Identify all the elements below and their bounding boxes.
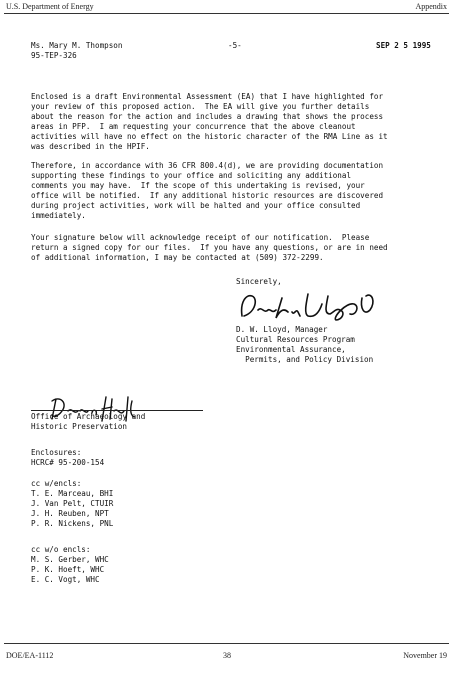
signer-program: Cultural Resources Program — [236, 335, 355, 344]
cc-recipient: P. R. Nickens, PNL — [31, 519, 114, 528]
text-line: your review of this proposed action. The EA will give you further details — [31, 102, 370, 111]
text-line: office will be notified. If any additional historic resources are discovered — [31, 191, 384, 200]
footer-page-number: 38 — [223, 651, 231, 660]
office-name-line2: Historic Preservation — [31, 422, 128, 431]
signer-block — [236, 325, 373, 365]
paragraph-signature-request — [31, 233, 443, 263]
paragraph-enclosed — [31, 92, 443, 152]
text-line: areas in PFP. I am requesting your concurrence that the above cleanout — [31, 122, 356, 131]
cc-recipient: E. C. Vogt, WHC — [31, 575, 100, 584]
footer-doc-id: DOE/EA-1112 — [6, 651, 54, 660]
cc-with-enclosures — [31, 479, 113, 529]
text-line: activities will have no effect on the historic character of the RMA Line as it — [31, 132, 388, 141]
cc-recipient: P. K. Hoeft, WHC — [31, 565, 105, 574]
cc-recipient: M. S. Gerber, WHC — [31, 555, 109, 564]
cc-without-enclosures — [31, 545, 109, 585]
text-line: Therefore, in accordance with 36 CFR 800.4(d), we are providing documentation — [31, 161, 384, 170]
signer-name: D. W. Lloyd, Manager — [236, 325, 328, 334]
text-line: supporting these findings to your office and soliciting any additional — [31, 171, 352, 180]
reference-number: 95-TEP-326 — [31, 51, 77, 60]
text-line: about the reason for the action and includes a drawing that shows the process — [31, 112, 384, 121]
paragraph-therefore — [31, 161, 443, 221]
signer-division-line1: Environmental Assurance, — [236, 345, 346, 354]
cc-recipient: T. E. Marceau, BHI — [31, 489, 114, 498]
closing-salutation: Sincerely, — [236, 277, 282, 286]
cc-heading: cc w/o encls: — [31, 545, 91, 554]
text-line: of additional information, I may be contacted at (509) 372-2299. — [31, 253, 324, 262]
signature-line — [31, 410, 203, 411]
enclosures-heading: Enclosures: — [31, 448, 82, 457]
recipient-block — [31, 41, 122, 61]
text-line: comments you may have. If the scope of this undertaking is revised, your — [31, 181, 365, 190]
footer-date: November 19 — [403, 651, 447, 660]
footer-rule — [4, 643, 449, 644]
text-line: Your signature below will acknowledge receipt of our notification. Please — [31, 233, 370, 242]
text-line: during project activities, work will be halted and your office consulted — [31, 201, 361, 210]
office-name-line1: Office of Archaeology and — [31, 412, 146, 421]
signature-lloyd — [236, 288, 392, 324]
recipient-name: Ms. Mary M. Thompson — [31, 41, 123, 50]
acknowledgment-office — [31, 412, 145, 432]
cc-heading: cc w/encls: — [31, 479, 82, 488]
header-rule — [4, 13, 449, 14]
text-line: Enclosed is a draft Environmental Assessment (EA) that I have highlighted for — [31, 92, 384, 101]
text-line: return a signed copy for our files. If you have any questions, or are in need — [31, 243, 388, 252]
page-marker: -5- — [228, 41, 242, 50]
letter-date: SEP 2 5 1995 — [376, 41, 431, 50]
text-line: immediately. — [31, 211, 86, 220]
header-section: Appendix — [415, 2, 447, 11]
enclosure-item: HCRC# 95-200-154 — [31, 458, 105, 467]
signer-division-line2: Permits, and Policy Division — [236, 355, 374, 364]
enclosures-block — [31, 448, 104, 468]
text-line: was described in the HPIF. — [31, 142, 150, 151]
header-agency: U.S. Department of Energy — [6, 2, 94, 11]
cc-recipient: J. H. Reuben, NPT — [31, 509, 109, 518]
cc-recipient: J. Van Pelt, CTUIR — [31, 499, 114, 508]
